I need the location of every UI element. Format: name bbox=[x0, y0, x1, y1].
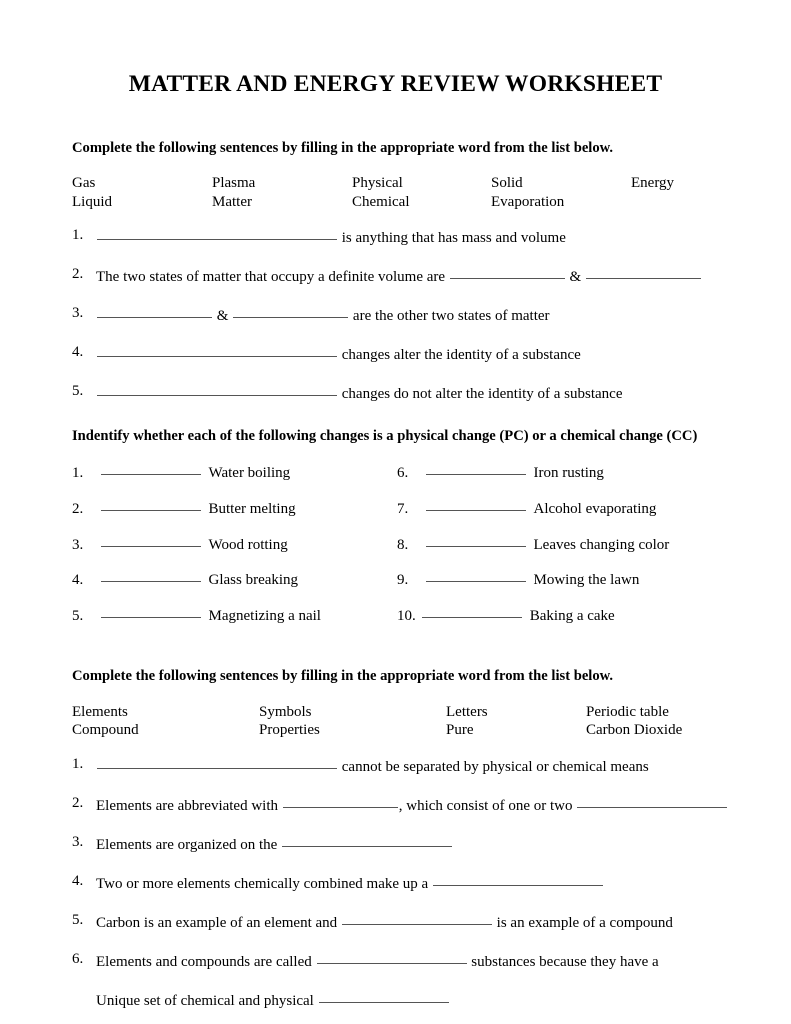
question-text: changes do not alter the identity of a substance bbox=[341, 386, 623, 403]
word-bank-item: Pure bbox=[446, 722, 474, 739]
question-text-mid: , which consist of one or two bbox=[398, 797, 573, 814]
item-number: 2. bbox=[72, 500, 84, 517]
answer-blank[interactable] bbox=[426, 497, 526, 511]
section1-heading: Complete the following sentences by filling in the appropriate word from the list below. bbox=[72, 139, 614, 156]
section1-word-bank bbox=[72, 174, 719, 211]
question-text: are the other two states of matter bbox=[352, 308, 550, 325]
page-title: MATTER AND ENERGY REVIEW WORKSHEET bbox=[128, 71, 663, 97]
word-bank-item: Liquid bbox=[72, 193, 112, 210]
item-number: 1. bbox=[72, 465, 84, 482]
word-bank-row bbox=[72, 721, 719, 740]
section1-questions bbox=[72, 226, 719, 403]
answer-blank[interactable] bbox=[342, 911, 492, 925]
question-item bbox=[72, 950, 719, 971]
question-text: Elements and compounds are called bbox=[96, 953, 312, 970]
answer-blank[interactable] bbox=[319, 989, 449, 1003]
answer-blank[interactable] bbox=[317, 950, 467, 964]
word-bank-item: Gas bbox=[72, 175, 96, 192]
item-label: Glass breaking bbox=[208, 572, 299, 589]
answer-blank[interactable] bbox=[101, 568, 201, 582]
question-text: is anything that has mass and volume bbox=[341, 230, 566, 247]
item-number: 3. bbox=[72, 536, 84, 553]
question-text: Elements are abbreviated with bbox=[96, 797, 279, 814]
change-item bbox=[397, 497, 656, 518]
change-item bbox=[72, 568, 298, 589]
section3-questions bbox=[72, 755, 719, 1010]
answer-blank[interactable] bbox=[426, 568, 526, 582]
word-bank-item: Compound bbox=[72, 722, 139, 739]
answer-blank[interactable] bbox=[426, 461, 526, 475]
question-text: Elements are organized on the bbox=[96, 836, 278, 853]
question-item bbox=[72, 833, 719, 854]
question-conjunction: & bbox=[569, 269, 582, 286]
change-item bbox=[72, 497, 296, 518]
word-bank-item: Symbols bbox=[259, 703, 312, 720]
word-bank-row bbox=[72, 174, 719, 193]
question-number: 4. bbox=[72, 344, 84, 361]
answer-blank[interactable] bbox=[577, 794, 727, 808]
item-label: Wood rotting bbox=[208, 536, 288, 553]
item-number: 5. bbox=[72, 607, 84, 624]
question-item bbox=[72, 265, 719, 286]
question-number: 3. bbox=[72, 305, 84, 322]
item-number: 4. bbox=[72, 572, 84, 589]
answer-blank[interactable] bbox=[282, 833, 452, 847]
word-bank-item: Matter bbox=[212, 193, 252, 210]
section3-heading: Complete the following sentences by filling in the appropriate word from the list below. bbox=[72, 668, 614, 685]
answer-blank[interactable] bbox=[283, 794, 398, 808]
question-item bbox=[72, 755, 719, 776]
change-item bbox=[72, 533, 288, 554]
answer-blank[interactable] bbox=[97, 304, 212, 318]
question-text: changes alter the identity of a substance bbox=[341, 347, 581, 364]
item-label: Butter melting bbox=[208, 500, 296, 517]
word-bank-item: Letters bbox=[446, 703, 488, 720]
item-number: 7. bbox=[397, 500, 409, 517]
answer-blank[interactable] bbox=[422, 604, 522, 618]
question-item bbox=[72, 382, 719, 403]
word-bank-item: Periodic table bbox=[586, 703, 669, 720]
question-continuation-line bbox=[72, 989, 719, 1010]
answer-blank[interactable] bbox=[233, 304, 348, 318]
answer-blank[interactable] bbox=[97, 382, 337, 396]
change-item bbox=[397, 533, 669, 554]
item-label: Mowing the lawn bbox=[533, 572, 640, 589]
question-item bbox=[72, 226, 719, 247]
section3-word-bank bbox=[72, 703, 719, 740]
question-text: Carbon is an example of an element and bbox=[96, 914, 338, 931]
word-bank-item: Chemical bbox=[352, 193, 410, 210]
question-item bbox=[72, 343, 719, 364]
question-number: 5. bbox=[72, 911, 84, 928]
item-label: Alcohol evaporating bbox=[533, 500, 657, 517]
question-text: Two or more elements chemically combined make up a bbox=[96, 875, 429, 892]
word-bank-item: Evaporation bbox=[491, 193, 565, 210]
answer-blank[interactable] bbox=[101, 533, 201, 547]
answer-blank[interactable] bbox=[426, 533, 526, 547]
item-label: Leaves changing color bbox=[533, 536, 670, 553]
answer-blank[interactable] bbox=[101, 604, 201, 618]
question-number: 6. bbox=[72, 950, 84, 967]
change-item-row bbox=[72, 604, 719, 640]
item-number: 8. bbox=[397, 536, 409, 553]
change-item bbox=[397, 604, 615, 625]
change-item bbox=[72, 604, 321, 625]
answer-blank[interactable] bbox=[101, 497, 201, 511]
change-item-row bbox=[72, 461, 719, 497]
item-number: 9. bbox=[397, 572, 409, 589]
section2-heading: Indentify whether each of the following changes is a physical change (PC) or a chemical change (CC) bbox=[72, 428, 698, 445]
change-item-row bbox=[72, 497, 719, 533]
item-number: 6. bbox=[397, 465, 409, 482]
question-number: 3. bbox=[72, 833, 84, 850]
answer-blank[interactable] bbox=[97, 343, 337, 357]
question-item bbox=[72, 872, 719, 893]
change-item-row bbox=[72, 568, 719, 604]
item-label: Baking a cake bbox=[529, 607, 615, 624]
item-label: Magnetizing a nail bbox=[208, 607, 321, 624]
word-bank-item: Plasma bbox=[212, 175, 256, 192]
question-text: The two states of matter that occupy a definite volume are bbox=[96, 269, 446, 286]
question-item bbox=[72, 304, 719, 325]
question-number: 5. bbox=[72, 383, 84, 400]
word-bank-item: Physical bbox=[352, 175, 403, 192]
question-number: 1. bbox=[72, 227, 84, 244]
section2-change-items bbox=[72, 461, 719, 639]
word-bank-row bbox=[72, 193, 719, 212]
question-number: 2. bbox=[72, 266, 84, 283]
question-number: 2. bbox=[72, 794, 84, 811]
answer-blank[interactable] bbox=[101, 461, 201, 475]
word-bank-item: Solid bbox=[491, 175, 523, 192]
continuation-text: Unique set of chemical and physical bbox=[96, 992, 314, 1009]
answer-blank[interactable] bbox=[586, 265, 701, 279]
item-number: 10. bbox=[397, 607, 416, 624]
change-item bbox=[397, 568, 639, 589]
word-bank-row bbox=[72, 703, 719, 722]
change-item bbox=[72, 461, 290, 482]
question-text: cannot be separated by physical or chemical means bbox=[341, 758, 649, 775]
word-bank-item: Properties bbox=[259, 722, 320, 739]
item-label: Iron rusting bbox=[533, 465, 604, 482]
question-item bbox=[72, 911, 719, 932]
answer-blank[interactable] bbox=[433, 872, 603, 886]
answer-blank[interactable] bbox=[450, 265, 565, 279]
question-item bbox=[72, 794, 719, 815]
answer-blank[interactable] bbox=[97, 755, 337, 769]
word-bank-item: Elements bbox=[72, 703, 128, 720]
change-item-row bbox=[72, 533, 719, 569]
question-text-post: is an example of a compound bbox=[496, 914, 673, 931]
question-text-post: substances because they have a bbox=[471, 953, 659, 970]
item-label: Water boiling bbox=[208, 465, 291, 482]
word-bank-item: Energy bbox=[631, 175, 675, 192]
question-conjunction: & bbox=[216, 308, 229, 325]
question-number: 1. bbox=[72, 755, 84, 772]
answer-blank[interactable] bbox=[97, 226, 337, 240]
change-item bbox=[397, 461, 604, 482]
word-bank-item: Carbon Dioxide bbox=[586, 722, 683, 739]
question-number: 4. bbox=[72, 872, 84, 889]
